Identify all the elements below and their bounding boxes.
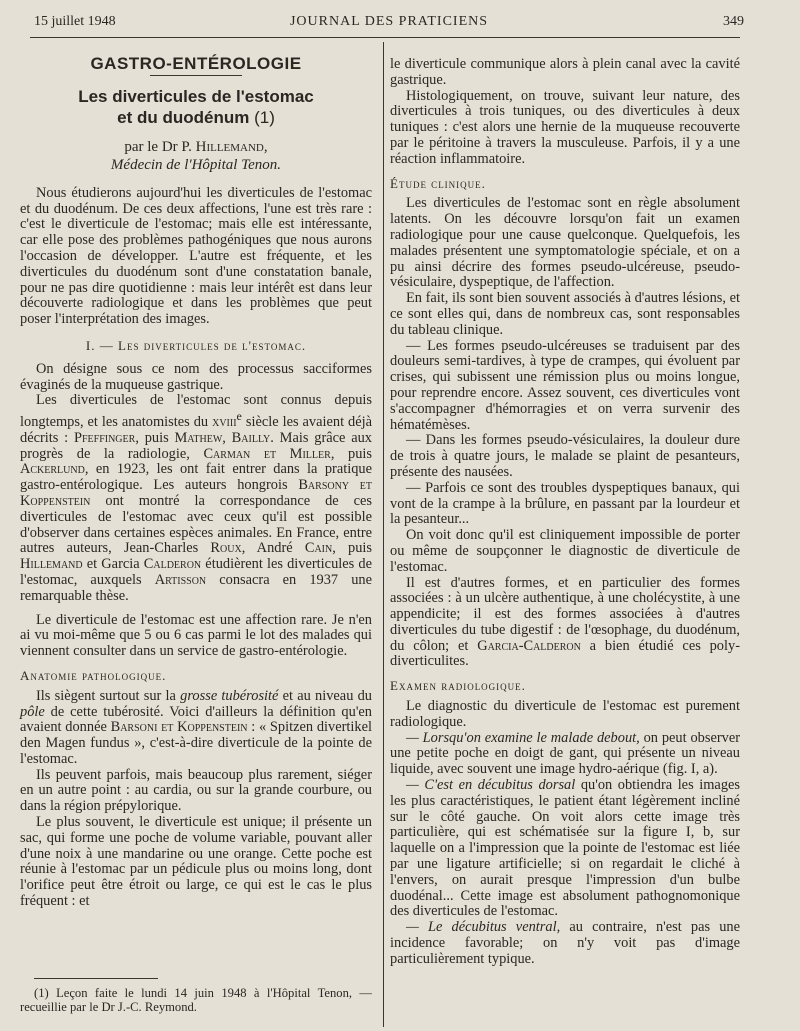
emphasis: — C'est en décubitus dorsal [406,777,576,794]
radiology-paragraph-3 [390,778,740,920]
article-title [20,86,372,128]
emphasis: grosse tubérosité [180,687,279,704]
text-run: Ils siègent surtout sur la [36,687,181,704]
text-run: on peut observer une petite poche en doigt de gant, qui présente un niveau liquide, avec souvent une image hydro-aérique (fig. I, a). [390,729,740,778]
author-name: Roux [210,540,242,557]
author-name: Hillemand, [195,138,268,155]
issue-date: 15 juillet 1948 [34,14,116,29]
emphasis: — Le décubitus ventral, [406,919,561,936]
text-run: et Garcia [82,556,144,573]
radiology-paragraph-1: Le diagnostic du diverticule de l'estomac est purement radiologique. [390,698,740,730]
footnote-text: (1) Leçon faite le lundi 14 juin 1948 à l'Hôpital Tenon, — recueillie par le Dr J.-C. Reymond. [20,986,372,1014]
text-run: qu'on obtiendra les images les plus caractéristiques, le patient étant légèrement incliné sur le côté gauche. On voit alors cette image très particulière, qui est schématisée sur la figure I, b, sur laquelle on a l'impression que la pointe de l'estomac est liée par une ligature artificielle; si on regardait le cliché à l'envers, on aurait presque l'impression d'un bulbe duodénal... Cette image est absolument pathognomonique des diverticules de l'estomac. [390,777,741,920]
author-name: Barsony et Koppenstein [20,477,372,509]
radiology-paragraph-2 [390,731,740,778]
clinical-paragraph-7 [390,576,740,671]
title-line-1: Les diverticules de l'estomac [78,86,314,106]
author-name: Garcia-Calderon [477,637,581,654]
section-rule [150,75,242,76]
author-name: Ackerlund [20,461,85,478]
anatomy-heading: Anatomie pathologique. [20,667,167,683]
column-rule [383,42,384,1027]
text-run: Il est d'autres formes, et en particulier des formes associées : à un ulcère authentique, à une cholécystite, à une appendicite; il est des formes associées à d'autres diverticules du tube digestif : de l'œsophage, du duodénum, du côlon; et [390,574,740,654]
journal-name: JOURNAL DES PRATICIENS [289,14,489,29]
author-name: Hillemand [20,556,83,573]
author-name: Calderon [143,556,202,573]
text-run: de cette tubérosité. Voici d'ailleurs la définition qu'en avaient donnée [20,703,372,736]
left-column [20,56,372,910]
right-column [390,57,740,968]
title-line-2: et du duodénum [117,107,250,127]
author-name: Cain [304,540,333,557]
text-run: a bien étudié ces poly-diverticulites. [390,637,740,670]
anatomy-paragraph-3-continued: le diverticule communique alors à plein canal avec la cavité gastrique. [390,56,740,88]
text-run: ont montré la correspondance de ces diverticules de l'estomac avec ceux qu'il est possible d'observer dans certaines espèces animales. En France, entre autres auteurs, Jean-Charles [20,492,372,557]
emphasis: pôle [20,703,45,720]
text-run: , puis [330,445,372,462]
clinical-paragraph-4: — Dans les formes pseudo-vésiculaires, la douleur dure de trois à quatre jours, le malade se plaint de pesanteurs, présente des nausées. [390,432,740,480]
text-run: étudièrent les diverticules de l'estomac, auxquels [20,556,372,588]
clinical-heading: Étude clinique. [390,175,486,191]
text-run: au contraire, n'est pas une incidence favorable; on n'y voit pas d'image particulièrement typique. [390,919,740,967]
text-run: , en 1923, les ont fait entrer dans la pratique gastro-entérologique. Les auteurs hongrois [20,461,372,494]
footnote-ref: (1) [254,107,275,127]
text-run: consacra en 1937 une remarquable thèse. [20,571,372,604]
radiology-heading: Examen radiologique. [390,678,526,694]
section-heading: GASTRO-ENTÉROLOGIE [90,54,302,73]
text-run: , André [241,540,305,557]
text-run: , puis [135,429,175,446]
clinical-paragraph-3: — Les formes pseudo-ulcéreuses se traduisent par des douleurs semi-tardives, à type de crampes, qui évoluent par crises, qui subissent une rémission plus ou moins longue, pour reprendre encore. Assez souvent, ces diverticules vont s'accompagner d'hémorragies et on verra survenir des hématémèses. [390,337,740,433]
clinical-paragraph-1: Les diverticules de l'estomac sont en règle absolument latents. On les découvre lorsqu'on fait un examen radiologique pour une cause quelconque. Quelquefois, les malades présentent une symptomatologie spéciale, et on a pu ainsi décrire des formes pseudo-ulcéreuse, pseudo-vésiculaire, dyspeptique, de l'affection. [390,195,740,291]
author-name: Pfeffinger [73,429,136,446]
running-head [34,12,744,34]
text-run: et au niveau du [278,687,372,704]
author-name: Mathew, Bailly [174,429,271,446]
text-run: , puis [332,540,372,557]
text-run: siècle les avaient déjà décrits : [20,413,373,446]
history-paragraph [20,393,372,604]
century: xviii [212,413,237,430]
century-sup: e [236,409,242,424]
author-affiliation: Médecin de l'Hôpital Tenon. [110,156,282,173]
histology-paragraph: Histologiquement, on trouve, suivant leur nature, des diverticules à trois tuniques, ou des diverticules à deux tuniques : c'est alors une hernie de la muqueuse recouverte par le péritoine à travers la musculeuse. Parfois, il y a une réaction inflammatoire. [390,87,740,167]
definition-paragraph: On désigne sous ce nom des processus sacciformes évaginés de la muqueuse gastrique. [20,360,372,393]
author-name: Carman et Miller [203,445,331,462]
footnote [20,986,372,1014]
text-run: Les diverticules de l'estomac sont connus depuis longtemps, et les anatomistes du [20,392,372,430]
byline [20,138,372,156]
author-name: Barsoni et Koppenstein [110,719,248,736]
clinical-paragraph-5: — Parfois ce sont des troubles dyspeptiques banaux, qui vont de la crampe à la brûlure, en passant par la lourdeur et la pesanteur... [390,479,740,528]
page-number: 349 [723,14,744,29]
author-name: Artisson [154,571,207,588]
clinical-paragraph-6: On voit donc qu'il est cliniquement impossible de porter ou même de soupçonner le diagnostic de diverticule de l'estomac. [390,527,740,575]
text-run: . Mais grâce aux progrès de la radiologie, [20,429,372,462]
radiology-paragraph-4 [390,920,740,967]
anatomy-paragraph-3: Le plus souvent, le diverticule est unique; il présente un sac, qui forme une poche de volume variable, pouvant aller d'une noix à une mandarine ou une orange. Cette poche est réunie à l'estomac par un pédicule plus ou moins long, dont l'orifice peut être étroit ou large, ce qui est le cas le plus fréquent : et [20,814,372,910]
emphasis: — Lorsqu'on examine le malade debout, [406,729,640,746]
intro-paragraph: Nous étudierons aujourd'hui les diverticules de l'estomac et du duodénum. De ces deux affections, l'une est très rare : c'est le diverticule de l'estomac; mais elle est intéressante, car elle pose des problèmes pathogéniques que nous aurons l'occasion de développer. L'autre est fréquente, et les diverticules du duodénum sont d'une constatation banale, pour ne pas dire quotidienne : mais leur intérêt est dans leur découverte radiologique et dans les problèmes que peut poser l'interprétation des images. [20,184,372,328]
text-run: : « Spitzen divertikel den Magen fundus », c'est-à-dire diverticule de la pointe de l'estomac. [20,719,372,767]
footnote-rule [34,978,158,979]
anatomy-paragraph-2: Ils peuvent parfois, mais beaucoup plus rarement, siéger en un autre point : au cardia, ou sur la grande courbure, ou dans la région prépylorique. [20,766,372,815]
clinical-paragraph-2: En fait, ils sont bien souvent associés à d'autres lésions, et ce sont elles qui, dans de nombreux cas, sont responsables du tableau clinique. [390,290,740,338]
part-heading: I. — Les diverticules de l'estomac. [85,337,307,353]
byline-prefix: par le Dr P. [124,138,196,155]
anatomy-paragraph-1 [20,689,372,768]
header-rule [30,37,740,38]
rarity-paragraph: Le diverticule de l'estomac est une affection rare. Je n'en ai vu moi-même que 5 ou 6 cas parmi le lot des malades qui viennent consulter dans un service de gastro-entérologie. [20,611,372,660]
